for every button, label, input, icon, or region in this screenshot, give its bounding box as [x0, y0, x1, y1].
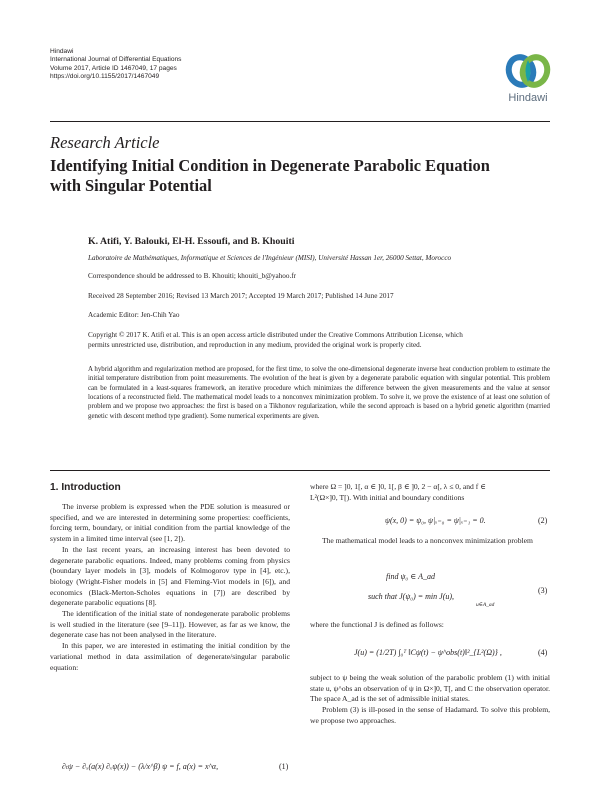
dates: Received 28 September 2016; Revised 13 March 2017; Accepted 19 March 2017; Published 14 June 2017	[88, 292, 394, 300]
right-column-top	[310, 482, 550, 503]
volume-line: Volume 2017, Article ID 1467049, 17 pages	[50, 64, 177, 72]
abstract-rule	[50, 470, 550, 471]
hindawi-logo-icon	[498, 48, 558, 108]
header-rule	[50, 121, 550, 122]
correspondence: Correspondence should be addressed to B. Khouiti; khouiti_b@yahoo.fr	[88, 272, 297, 280]
doi-link[interactable]: https://doi.org/10.1155/2017/1467049	[50, 73, 160, 81]
equation-3-number: (3)	[538, 586, 548, 595]
right-text-1b: L²(Ω×]0, T[). With initial and boundary conditions	[310, 492, 465, 502]
affiliation: Laboratoire de Mathématiques, Informatique et Sciences de l'Ingénieur (MISI), Université Hassan 1er, 26000 Settat, Morocco	[88, 254, 452, 262]
equation-2: ψ(x, 0) = ψ₀, ψ|ₓ₌₀ = ψ|ₓ₌₁ = 0.	[385, 516, 486, 525]
intro-paragraph-1: The inverse problem is expressed when the PDE solution is measured or specified, and we are interested in determining some properties: coefficients, forcing term, boundary, or initial condition from the partial knowledge of the system in a limited time interval (see [1, 2]).	[50, 502, 290, 544]
author-list: K. Atifi, Y. Balouki, El-H. Essoufi, and B. Khouiti	[88, 236, 295, 247]
intro-paragraph-3: The identification of the initial state of nondegenerate parabolic problems is well studied in the literature (see [9–11]). However, as far as we know, the degenerate case has not been analysed in the literature.	[50, 609, 290, 640]
right-text-3: where the functional J is defined as follows:	[310, 620, 444, 629]
equation-2-number: (2)	[538, 516, 548, 525]
copyright-line-1: Copyright © 2017 K. Atifi et al. This is an open access article distributed under the Creative Commons Attribution License, which	[88, 331, 463, 339]
article-type: Research Article	[50, 133, 160, 152]
journal-header	[50, 48, 181, 82]
equation-3-line-2: such that J(ψ₀) = min J(u),	[368, 592, 455, 601]
title-line-1: Identifying Initial Condition in Degenerate Parabolic Equation	[50, 156, 490, 175]
copyright-line-2: permits unrestricted use, distribution, and reproduction in any medium, provided the original work is properly cited.	[88, 341, 422, 349]
section-heading: 1. Introduction	[50, 482, 121, 493]
hindawi-logo	[498, 48, 558, 108]
intro-paragraph-2: In the last recent years, an increasing interest has been devoted to degenerate parabolic equations. Indeed, many problems coming from physics (boundary layer models in [3], models of Kolmogorov type in [4], etc.), biology (Wright-Fisher models in [5] and Fleming-Viot models in [6]), and economics (Black-Merton-Scholes equations in [7]) are described by degenerate parabolic equations [8].	[50, 544, 290, 608]
article-title	[50, 156, 560, 196]
equation-4: J(u) = (1/2T) ∫₀ᵀ ‖Cψ(t) − ψ^obs(t)‖²_{L²(Ω)} ,	[354, 648, 502, 657]
right-text-1a: where Ω = ]0, 1[, α ∈ ]0, 1[, β ∈ ]0, 2 − α[, λ ≤ 0, and f ∈	[310, 482, 486, 491]
equation-3-subscript: u∈A_ad	[476, 602, 495, 608]
intro-paragraph-4: In this paper, we are interested in estimating the initial condition by the variational method in data assimilation of degenerate/singular parabolic equation:	[50, 641, 290, 672]
equation-1: ∂ₜψ − ∂ₓ(a(x) ∂ₓψ(x)) − (λ/x^β) ψ = f, a(x) = x^α,	[62, 762, 219, 771]
title-line-2: with Singular Potential	[50, 176, 212, 195]
logo-text: Hindawi	[508, 92, 548, 104]
right-text-5: Problem (3) is ill-posed in the sense of Hadamard. To solve this problem, we propose two approaches.	[310, 705, 550, 725]
right-text-4: subject to ψ being the weak solution of the parabolic problem (1) with initial state u, ψ^obs an observation of ψ in Ω×]0, T[, and C the observation operator. The space A_ad is the set of admissible initial states.	[310, 673, 550, 704]
right-text-2: The mathematical model leads to a nonconvex minimization problem	[322, 536, 533, 545]
publisher-name: Hindawi	[50, 48, 74, 55]
abstract: A hybrid algorithm and regularization method are proposed, for the first time, to solve the one-dimensional degenerate inverse heat conduction problem to estimate the initial temperature distribution from point measurements. The evolution of the heat is given by a degenerate parabolic equation with singular potential. This problem can be formulated in a least-squares framework, an iterative procedure which minimizes the difference between the given measurements and the value at sensor locations of a reconstructed field. The mathematical model leads to a nonconvex minimization problem. To solve it, we prove the existence of at least one solution of problem and we propose two approaches: the first is based on a Tikhonov regularization, while the second approach is based on a hybrid genetic algorithm (married genetic with descent method type gradient). Some numerical experiments are given.	[88, 366, 550, 420]
equation-1-number: (1)	[279, 762, 289, 771]
left-column	[50, 502, 290, 673]
equation-4-number: (4)	[538, 648, 548, 657]
academic-editor: Academic Editor: Jen-Chih Yao	[88, 311, 180, 319]
journal-name: International Journal of Differential Equations	[50, 56, 182, 64]
equation-3-line-1: find ψ₀ ∈ A_ad	[386, 572, 436, 581]
right-column-bottom	[310, 673, 550, 727]
